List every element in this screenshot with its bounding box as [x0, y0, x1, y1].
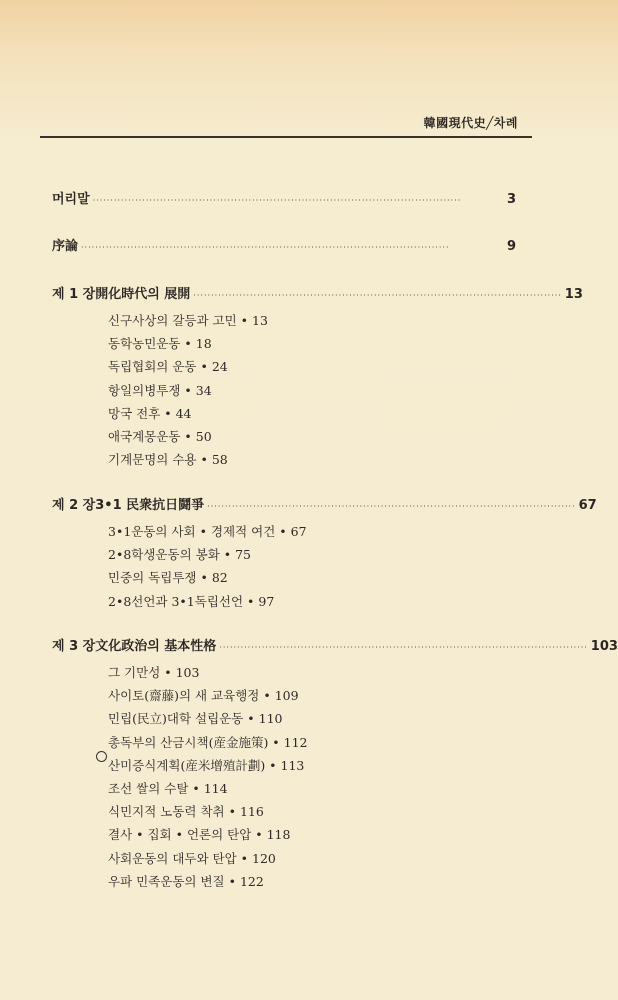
section-item[interactable]: 독립협회의 운동 • 24: [108, 359, 228, 375]
chapter-number: 제 1 장: [52, 287, 96, 302]
chapter-page: 13: [564, 287, 583, 302]
dot-leader: ········································································································: [193, 291, 562, 300]
section-item[interactable]: 총독부의 산금시책(産金施策) • 112: [108, 734, 308, 750]
chapter-3-sections: [108, 661, 308, 893]
section-item[interactable]: 3•1운동의 사회 • 경제적 여건 • 67: [108, 524, 307, 539]
header-rule: [40, 136, 532, 138]
chapter-title: 3•1 民衆抗日鬪爭: [95, 498, 205, 513]
dot-leader: ········································································································: [81, 243, 450, 252]
header-title: 韓國現代史╱차례: [423, 116, 518, 130]
dot-leader: ········································································································: [207, 502, 576, 511]
chapter-page: 103: [590, 639, 618, 654]
section-item[interactable]: 민립(民立)대학 설립운동 • 110: [108, 711, 283, 727]
section-item[interactable]: 신구사상의 갈등과 고민 • 13: [108, 313, 268, 328]
section-item[interactable]: 우파 민족운동의 변질 • 122: [108, 873, 264, 889]
section-item[interactable]: 동학농민운동 • 18: [108, 336, 212, 352]
toc-entry-label: 머리말: [52, 192, 90, 207]
section-item[interactable]: 그 기만성 • 103: [108, 665, 200, 680]
dot-leader: ········································································································: [219, 643, 588, 652]
chapter-2-heading[interactable]: [52, 494, 597, 513]
section-item[interactable]: 2•8선언과 3•1독립선언 • 97: [108, 593, 275, 609]
section-item[interactable]: 애국계몽운동 • 50: [108, 428, 212, 444]
toc-entry-label: 序論: [52, 239, 79, 254]
dot-leader: ········································································································: [92, 196, 462, 205]
chapter-1-sections: [108, 309, 268, 471]
section-item[interactable]: 결사 • 집회 • 언론의 탄압 • 118: [108, 827, 291, 843]
toc-entry-introduction[interactable]: [52, 235, 516, 254]
section-item[interactable]: 항일의병투쟁 • 34: [108, 382, 212, 398]
circle-mark-icon: [96, 751, 107, 762]
section-item[interactable]: 사이토(齋藤)의 새 교육행정 • 109: [108, 688, 299, 704]
toc-entry-preface[interactable]: [52, 188, 516, 207]
chapter-3-heading[interactable]: [52, 635, 618, 654]
chapter-title: 開化時代의 展開: [95, 287, 191, 302]
section-item[interactable]: 망국 전후 • 44: [108, 405, 192, 421]
chapter-page: 67: [578, 498, 597, 513]
chapter-2-sections: [108, 520, 307, 613]
chapter-number: 제 3 장: [52, 639, 96, 654]
section-item[interactable]: 조선 쌀의 수탈 • 114: [108, 780, 228, 796]
chapter-1-heading[interactable]: [52, 283, 583, 302]
chapter-title: 文化政治의 基本性格: [95, 639, 217, 654]
section-item[interactable]: 기계문명의 수용 • 58: [108, 452, 228, 468]
toc-entry-page: 3: [506, 192, 516, 207]
section-item[interactable]: 식민지적 노동력 착취 • 116: [108, 804, 264, 820]
chapter-number: 제 2 장: [52, 498, 96, 513]
section-item[interactable]: 사회운동의 대두와 탄압 • 120: [108, 850, 276, 866]
section-item[interactable]: 2•8학생운동의 봉화 • 75: [108, 547, 252, 563]
section-item[interactable]: 민중의 독립투쟁 • 82: [108, 570, 228, 586]
toc-entry-page: 9: [506, 239, 516, 254]
section-item[interactable]: 산미증식계획(産米增殖計劃) • 113: [108, 757, 305, 773]
